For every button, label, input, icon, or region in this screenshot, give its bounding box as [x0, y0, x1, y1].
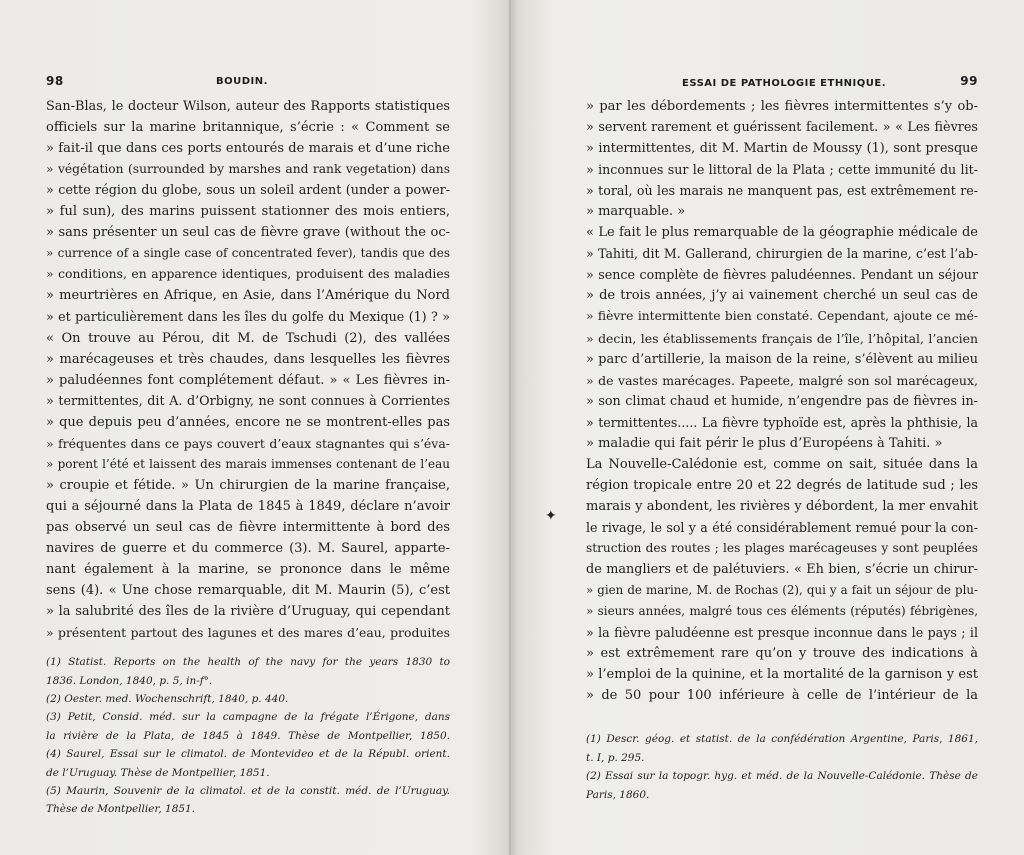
left-line: » fait-il que dans ces ports entourés de marais et d’une riche [46, 141, 450, 157]
right-line: La Nouvelle-Calédonie est, comme on sait, située dans la [586, 456, 978, 472]
left-line: » porent l’été et laissent des marais immenses contenant de l’eau [46, 456, 450, 471]
right-line: » servent rarement et guérissent facilement. » « Les fièvres [586, 120, 978, 136]
right-running-title: ESSAI DE PATHOLOGIE ETHNIQUE. [682, 78, 887, 89]
right-line: » Tahiti, dit M. Gallerand, chirurgien de la marine, c’est l’ab- [586, 246, 978, 262]
right-line: » sence complète de fièvres paludéennes. Pendant un séjour [586, 267, 978, 283]
left-line: » fréquentes dans ce pays couvert d’eaux stagnantes qui s’éva- [46, 435, 450, 451]
right-body-text [586, 96, 978, 706]
right-footnote-line: (1) Descr. géog. et statist. de la confédération Argentine, Paris, 1861, [586, 733, 978, 746]
left-line: » végétation (surrounded by marshes and rank vegetation) dans [46, 162, 450, 177]
left-footnote-line: (1) Statist. Reports on the health of the navy for the years 1830 to [46, 656, 450, 669]
left-footnote-line: (3) Petit, Consid. méd. sur la campagne de la frégate l’Érigone, dans [46, 711, 450, 724]
right-line: » inconnues sur le littoral de la Plata ; cette immunité du lit- [586, 162, 978, 178]
right-line: » marquable. » [586, 204, 686, 220]
left-footnote-line: 1836. London, 1840, p. 5, in-f°. [46, 674, 213, 687]
left-line: nant également à la marine, se prononce dans le même [46, 562, 450, 578]
right-page [586, 74, 978, 804]
left-line: sens (4). « Une chose remarquable, dit M. Maurin (5), c’est [46, 583, 450, 599]
left-footnote-line: la rivière de la Plata, de 1845 à 1849. Thèse de Montpellier, 1850. [46, 729, 450, 742]
left-line: » paludéennes font complétement défaut. » « Les fièvres in- [46, 372, 450, 388]
right-line: » de vastes marécages. Papeete, malgré son sol marécageux, [586, 372, 978, 388]
right-line: » parc d’artillerie, la maison de la reine, s’élèvent au milieu [586, 351, 978, 367]
right-footnote-line: t. I, p. 295. [586, 751, 645, 764]
left-page-number: 98 [46, 74, 64, 88]
right-footnotes [586, 730, 978, 804]
right-footnote-line: Paris, 1860. [586, 788, 650, 801]
left-line: qui a séjourné dans la Plata de 1845 à 1849, déclare n’avoir [46, 498, 450, 514]
right-line: struction des routes ; les plages marécageuses y sont peuplées [586, 540, 978, 555]
margin-mark: ✦ [545, 508, 557, 524]
right-running-head [586, 74, 978, 96]
left-footnote-line: (4) Saurel, Essai sur le climatol. de Montevideo et de la Républ. orient. [46, 748, 450, 761]
left-line: » sans présenter un seul cas de fièvre grave (without the oc- [46, 225, 450, 241]
left-line: » que depuis peu d’années, encore ne se montrent-elles pas [46, 414, 450, 430]
left-line: pas observé un seul cas de fièvre intermittente à bord des [46, 519, 450, 535]
left-line: officiels sur la marine britannique, s’écrie : « Comment se [46, 120, 450, 136]
right-line: » intermittentes, dit M. Martin de Moussy (1), sont presque [586, 141, 978, 157]
right-line: » toral, où les marais ne manquent pas, est extrêmement re- [586, 183, 978, 199]
right-line: » son climat chaud et humide, n’engendre pas de fièvres in- [586, 393, 978, 409]
left-footnotes [46, 653, 450, 819]
book-gutter [509, 0, 511, 855]
left-body-text [46, 96, 450, 643]
right-line: » termittentes..... La fièvre typhoïde est, après la phthisie, la [586, 414, 978, 430]
right-line: » par les débordements ; les fièvres intermittentes s’y ob- [586, 99, 978, 114]
right-line: » l’emploi de la quinine, et la mortalité de la garnison y est [586, 667, 978, 683]
right-line: » gien de marine, M. de Rochas (2), qui y a fait un séjour de plu- [586, 583, 978, 598]
right-line: marais y abondent, les rivières y débordent, la mer envahit [586, 498, 978, 514]
left-line: » croupie et fétide. » Un chirurgien de la marine française, [46, 477, 450, 493]
left-running-title: BOUDIN. [216, 76, 268, 87]
right-line: » fièvre intermittente bien constaté. Cependant, ajoute ce mé- [586, 309, 978, 324]
left-line: » meurtrières en Afrique, en Asie, dans l’Amérique du Nord [46, 288, 450, 304]
left-line: » ful sun), des marins puissent stationner des mois entiers, [46, 204, 450, 220]
left-running-head [46, 74, 450, 96]
left-line: » marécageuses et très chaudes, dans lesquelles les fièvres [46, 351, 450, 367]
right-line: » maladie qui fait périr le plus d’Européens à Tahiti. » [586, 435, 943, 451]
right-line: le rivage, le sol y a été considérablement remué pour la con- [586, 519, 978, 535]
left-line: navires de guerre et du commerce (3). M. Saurel, apparte- [46, 540, 450, 556]
left-footnote-line: (5) Maurin, Souvenir de la climatol. et de la constit. méd. de l’Uruguay. [46, 784, 450, 797]
left-page [46, 74, 450, 819]
left-line: » présentent partout des lagunes et des mares d’eau, produites [46, 625, 450, 641]
right-line: » la fièvre paludéenne est presque inconnue dans le pays ; il [586, 625, 978, 641]
right-line: « Le fait le plus remarquable de la géographie médicale de [586, 225, 978, 241]
right-page-number: 99 [960, 74, 978, 88]
left-line: » termittentes, dit A. d’Orbigny, ne sont connues à Corrientes [46, 393, 450, 409]
right-line: région tropicale entre 20 et 22 degrés de latitude sud ; les [586, 477, 978, 493]
right-line: » sieurs années, malgré tous ces éléments (réputés) fébrigènes, [586, 604, 978, 619]
right-footnote-line: (2) Essai sur la topogr. hyg. et méd. de la Nouvelle-Calédonie. Thèse de [586, 770, 978, 783]
right-line: » est extrêmement rare qu’on y trouve des indications à [586, 646, 978, 662]
left-line: » conditions, en apparence identiques, produisent des maladies [46, 267, 450, 282]
right-line: de mangliers et de palétuviers. « Eh bien, s’écrie un chirur- [586, 562, 978, 578]
left-line: » la salubrité des îles de la rivière d’Uruguay, qui cependant [46, 604, 450, 620]
right-line: » de 50 pour 100 inférieure à celle de l’intérieur de la [586, 688, 978, 704]
left-footnote-line: (2) Oester. med. Wochenschrift, 1840, p. 440. [46, 693, 289, 705]
left-footnote-line: de l’Uruguay. Thèse de Montpellier, 1851. [46, 766, 270, 779]
left-line: « On trouve au Pérou, dit M. de Tschudi (2), des vallées [46, 330, 450, 346]
left-line: » cette région du globe, sous un soleil ardent (under a power- [46, 183, 450, 199]
right-line: » de trois années, j’y ai vainement cherché un seul cas de [586, 288, 978, 304]
left-footnote-line: Thèse de Montpellier, 1851. [46, 803, 196, 816]
left-line: » et particulièrement dans les îles du golfe du Mexique (1) ? » [46, 309, 450, 325]
left-line: San-Blas, le docteur Wilson, auteur des Rapports statistiques [46, 99, 450, 114]
left-line: » currence of a single case of concentrated fever), tandis que des [46, 246, 450, 261]
right-line: » decin, les établissements français de l’île, l’hôpital, l’ancien [586, 330, 978, 346]
